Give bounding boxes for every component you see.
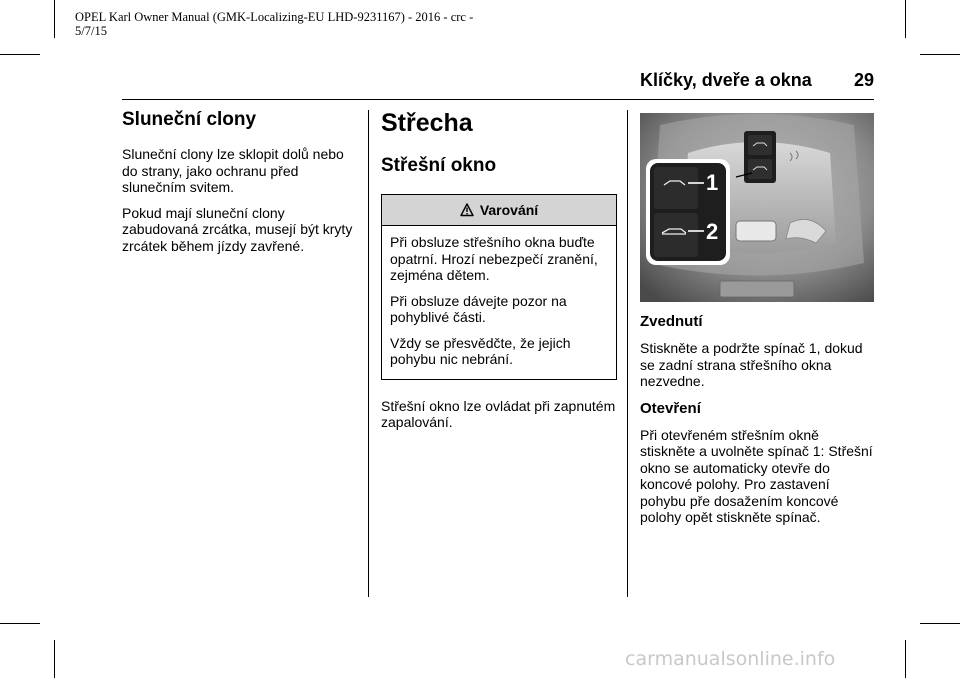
section-heading: Střešní okno (381, 155, 497, 176)
crop-mark (54, 0, 55, 38)
sunroof-switch-photo (640, 113, 874, 302)
warning-title: Varování (479, 201, 539, 218)
column-divider (627, 110, 628, 597)
crop-mark (54, 640, 55, 678)
column-3 (640, 113, 876, 535)
crop-mark (0, 623, 40, 624)
column-2 (381, 108, 617, 440)
crop-mark (920, 623, 960, 624)
document-meta (75, 10, 473, 38)
crop-mark (920, 54, 960, 55)
warning-body (382, 226, 616, 379)
meta-line-1: OPEL Karl Owner Manual (GMK-Localizing-EU LHD-9231167) - 2016 - crc - (75, 10, 474, 24)
running-head (640, 70, 874, 91)
warning-header (382, 195, 616, 226)
section-title: Klíčky, dveře a okna (640, 70, 812, 90)
paragraph: Při otevřeném střešním okně stiskněte a uvolněte spínač 1: Střešní okno se automaticky otevře do koncové polohy. Pro zastavení pohybu pře dosažením koncové polohy opět stiskněte spínač. (640, 426, 873, 525)
paragraph: Pokud mají sluneční clony zabudovaná zrcátka, musejí být kryty zrcátek během jízdy zavřené. (122, 204, 353, 254)
crop-mark (905, 640, 906, 678)
crop-mark (905, 0, 906, 38)
warning-box (381, 194, 617, 380)
paragraph: Střešní okno lze ovládat při zapnutém zapalování. (381, 397, 616, 430)
callout-2: 2 (706, 219, 719, 244)
column-1 (122, 108, 356, 263)
paragraph: Stiskněte a podržte spínač 1, dokud se zadní strana střešního okna nezvedne. (640, 340, 863, 389)
warning-paragraph: Při obsluze dávejte pozor na pohyblivé části. (390, 292, 567, 325)
paragraph: Sluneční clony lze sklopit dolů nebo do strany, jako ochranu před slunečním svitem. (122, 146, 344, 195)
warning-paragraph: Vždy se přesvědčte, že jejich pohybu nic nebrání. (390, 334, 571, 367)
section-heading: Sluneční clony (122, 109, 257, 130)
chapter-heading: Střecha (381, 109, 473, 137)
crop-mark (0, 54, 40, 55)
meta-line-2: 5/7/15 (75, 24, 107, 38)
warning-triangle-icon (460, 203, 474, 217)
header-rule (122, 99, 874, 100)
callout-1: 1 (706, 170, 719, 195)
subsection-heading: Zvednutí (640, 313, 703, 330)
watermark: carmanualsonline.info (625, 648, 836, 670)
subsection-heading: Otevření (640, 399, 701, 417)
page-number: 29 (853, 70, 874, 90)
warning-paragraph: Při obsluze střešního okna buďte opatrní. Hrozí nebezpečí zranění, zejména dětem. (390, 234, 598, 283)
column-divider (368, 110, 369, 597)
